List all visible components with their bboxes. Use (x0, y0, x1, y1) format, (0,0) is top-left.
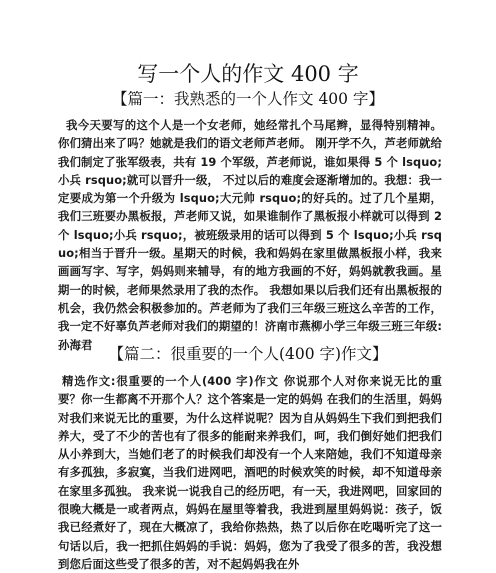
section-heading-2: 【篇二：很重要的一个人(400 字)作文】 (108, 345, 388, 363)
document-title: 写一个人的作文 400 字 (137, 62, 359, 86)
section-body-1: 我今天要写的这个人是一个女老师，她经常扎个马尾辫，显得特别精神。你们猜出来了吗？她就是我们的语文老师芦老师。 刚开学不久，芦老师就给我们制定了张军级表，共有 19 个军级，芦老师说，谁如果得 5 个 lsquo;小兵 rsquo;就可以晋升一级， 不过以后的难度会逐渐增加的。我想：我一定要成为第一个升级为 lsquo;大元帅 rsquo;的好兵的。过了几个星期，我们三班要办黑板报，芦老师又说，如果谁制作了黑板报小样就可以得到 2 个 lsquo;小兵 rsquo;，被班级录用的话可以得到 5 个 lsquo;小兵 rsquo;相当于晋升一级。星期天的时候，我和妈妈在家里做黑板报小样，我来画画写字、写字，妈妈则来辅导，有的地方我画的不好，妈妈就教我画。星期一的时候，老师果然录用了我的杰作。 我想如果以后我们还有出黑板报的机会，我仍然会积极参加的。芦老师为了我们三年级三班这么辛苦的工作，我一定不好辜负芦老师对我们的期望的！济南市燕柳小学三年级三班三年级:孙海君 (58, 118, 442, 352)
section-body-2: 精选作文:很重要的一个人(400 字)作文 你说那个人对你来说无比的重要？你一生都离不开那个人？这个答案是一定的妈妈 在我们的生活里，妈妈对我们来说无比的重要，为什么这样说呢？因为自从妈妈生下我们到把我们养大，受了不少的苦也有了很多的能耐来养我们，呵，我们倒好她们把我们从小养到大，当她们老了的时候我们却没有一个人来陪她，我们不知道母亲有多孤独，多寂寞，当我们进网吧，酒吧的时候欢笑的时候，却不知道母亲在家里多孤独。 我来说一说我自己的经历吧，有一天，我进网吧，回家回的很晚大概是一或者两点，妈妈在屋里等着我，我进到屋里妈妈说：孩子，饭我已经煮好了，现在大概凉了，我给你热热，热了以后你在吃喝听完了这一句话以后，我一把抓住妈妈的手说：妈妈，您为了我受了很多的苦，我没想到您后面这些受了很多的苦，对不起妈妈我在外 (58, 374, 442, 571)
section-heading-1: 【篇一：我熟悉的一个人作文 400 字】 (112, 90, 384, 108)
